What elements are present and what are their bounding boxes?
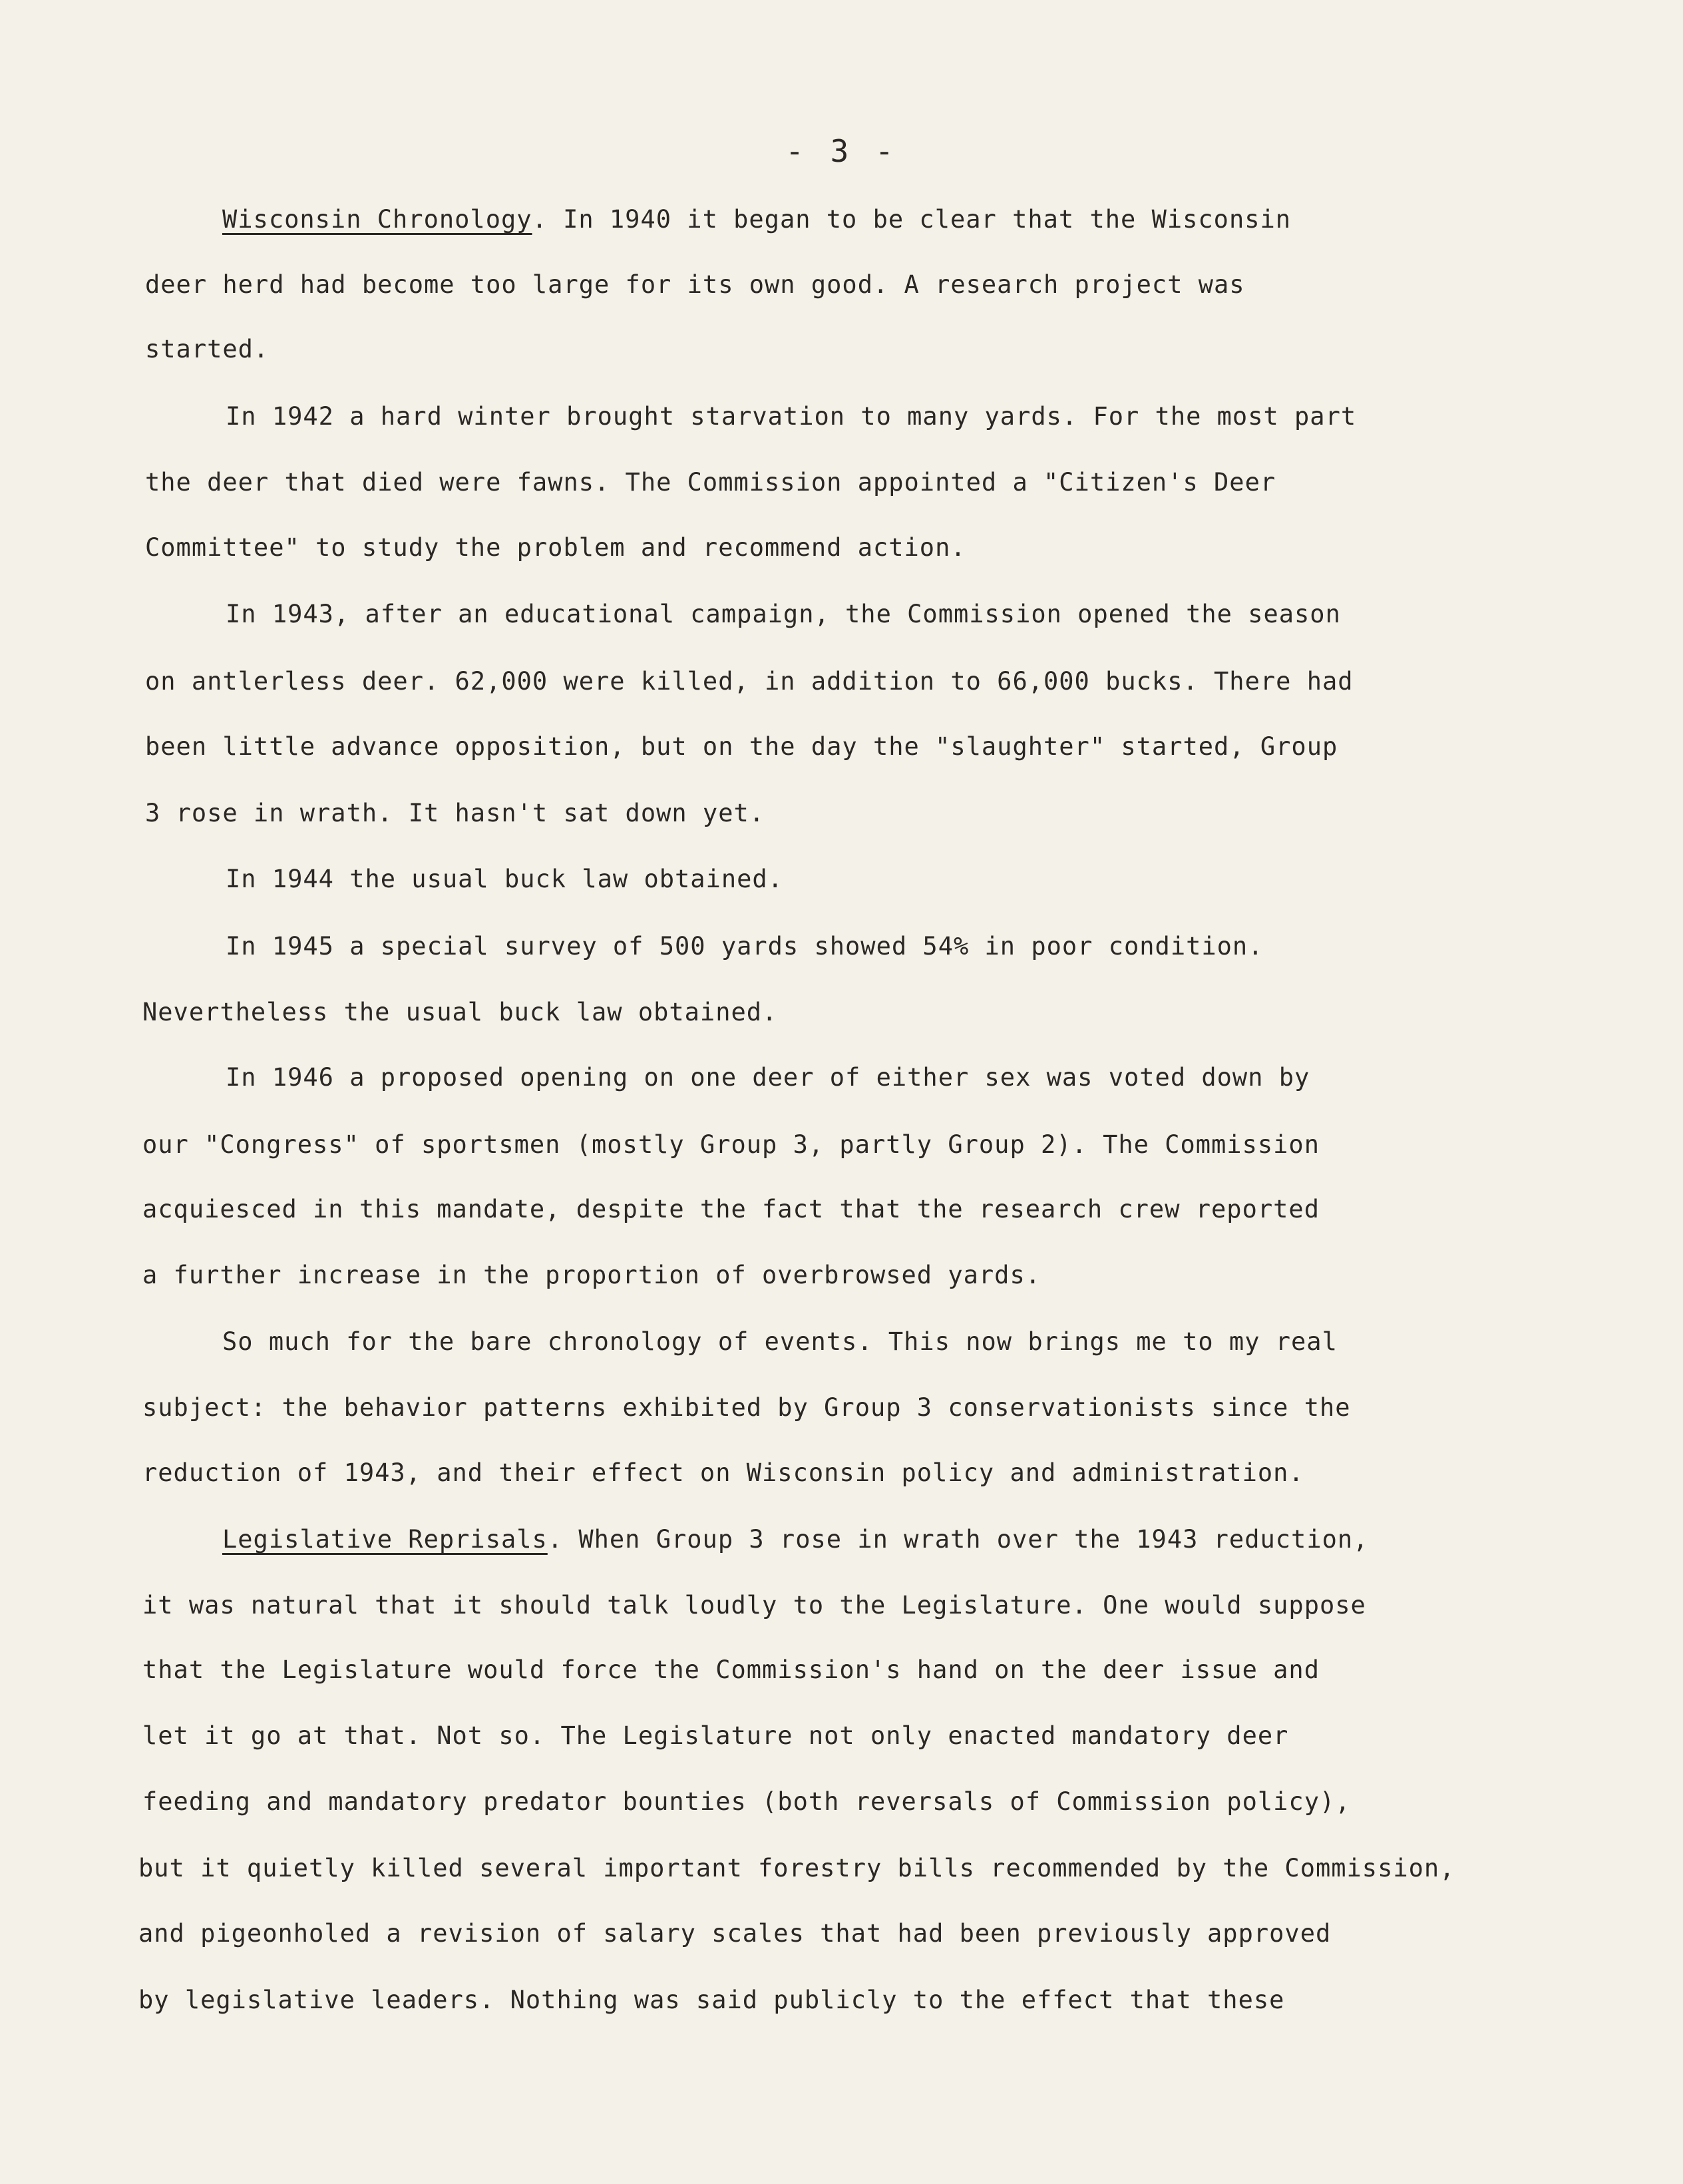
text-line: reduction of 1943, and their effect on Wisconsin policy and administration.: [142, 1458, 1304, 1487]
page-number: - 3 -: [785, 133, 898, 169]
text-line: our "Congress" of sportsmen (mostly Group 3, partly Group 2). The Commission: [142, 1130, 1320, 1159]
text-line: but it quietly killed several important forestry bills recommended by the Commission,: [138, 1854, 1455, 1882]
text-line: let it go at that. Not so. The Legislature not only enacted mandatory deer: [142, 1721, 1289, 1750]
text-line: acquiesced in this mandate, despite the fact that the research crew reported: [142, 1195, 1320, 1223]
text-line: In 1942 a hard winter brought starvation to many yards. For the most part: [226, 402, 1357, 431]
text-line-content: . When Group 3 rose in wrath over the 1943 reduction,: [547, 1525, 1369, 1554]
text-line: So much for the bare chronology of events. This now brings me to my real: [222, 1327, 1338, 1356]
text-line: [222, 1525, 1368, 1554]
text-line: In 1943, after an educational campaign, the Commission opened the season: [226, 600, 1341, 628]
text-line: In 1945 a special survey of 500 yards showed 54% in poor condition.: [226, 932, 1264, 961]
text-line: 3 rose in wrath. It hasn't sat down yet.: [145, 799, 765, 827]
text-line: In 1946 a proposed opening on one deer of either sex was voted down by: [226, 1063, 1310, 1092]
text-line: and pigeonholed a revision of salary scales that had been previously approved: [138, 1919, 1332, 1948]
text-line: subject: the behavior patterns exhibited by Group 3 conservationists since the: [142, 1393, 1351, 1422]
text-line: by legislative leaders. Nothing was said publicly to the effect that these: [138, 1986, 1285, 2014]
text-line: started.: [145, 335, 270, 363]
section-heading: Wisconsin Chronology: [222, 205, 532, 234]
text-line: [222, 205, 1291, 234]
text-line: feeding and mandatory predator bounties (both reversals of Commission policy),: [142, 1787, 1351, 1816]
text-line: it was natural that it should talk loudly to the Legislature. One would suppose: [142, 1591, 1366, 1620]
text-line: been little advance opposition, but on the day the "slaughter" started, Group: [145, 732, 1338, 761]
section-heading: Legislative Reprisals: [222, 1525, 548, 1554]
text-line: Nevertheless the usual buck law obtained.: [142, 998, 778, 1026]
text-line-content: . In 1940 it began to be clear that the Wisconsin: [532, 205, 1292, 234]
text-line: the deer that died were fawns. The Commission appointed a "Citizen's Deer: [145, 468, 1276, 497]
text-line: In 1944 the usual buck law obtained.: [226, 865, 783, 893]
text-line: Committee" to study the problem and recommend action.: [145, 533, 966, 562]
text-line: on antlerless deer. 62,000 were killed, in addition to 66,000 bucks. There had: [145, 667, 1354, 696]
text-line: deer herd had become too large for its own good. A research project was: [145, 270, 1245, 299]
text-line: that the Legislature would force the Commission's hand on the deer issue and: [142, 1655, 1320, 1684]
text-line: a further increase in the proportion of overbrowsed yards.: [142, 1261, 1041, 1289]
